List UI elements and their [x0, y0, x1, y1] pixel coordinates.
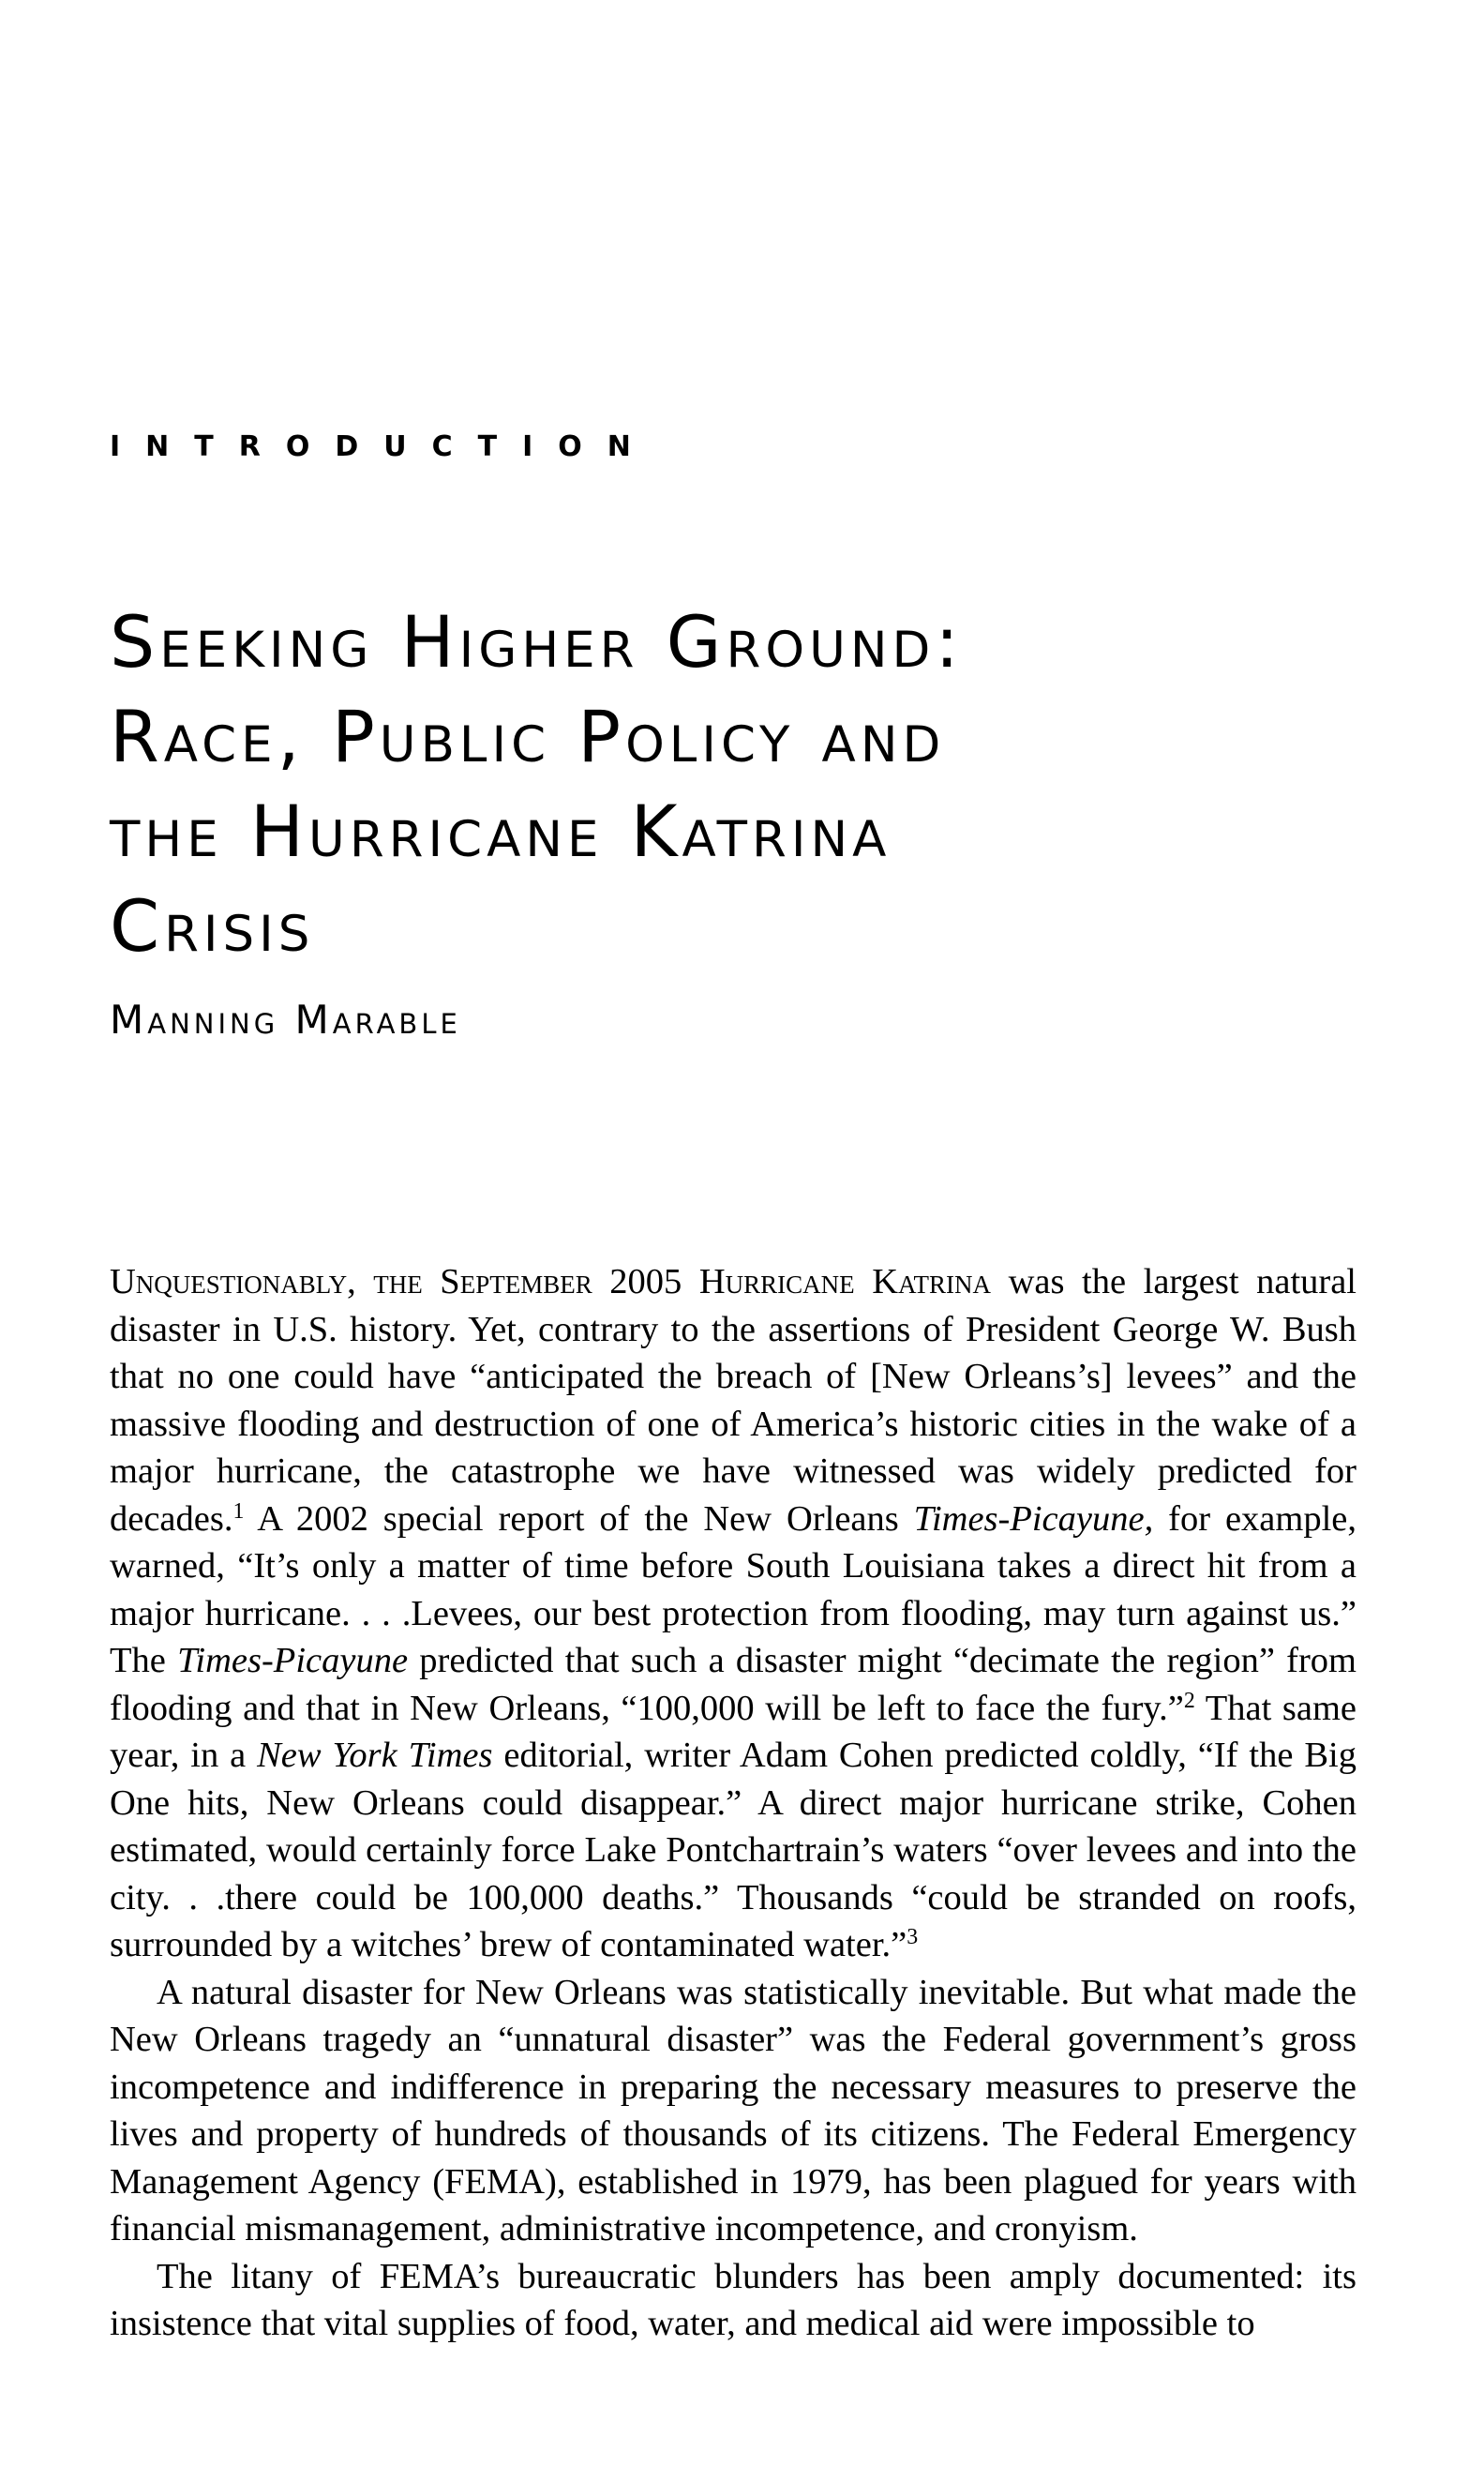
- chapter-title: [110, 594, 1403, 973]
- chapter-title-line: Crisis: [110, 884, 315, 968]
- text-run: editorial, writer Adam Cohen predicted coldly, “If the Big One hits, New Orleans could disappear.” A direct major hurricane strike, Cohen estimated, would certainly force Lake Pontchartrain’s waters “over levees and into the city. . .there could be 100,000 deaths.” Thousands “could be stranded on roofs, surrounded by a witches’ brew of contaminated water.”: [110, 1736, 1357, 1964]
- text-run: That same year, in a: [110, 1688, 1357, 1775]
- footnote-marker: 2: [1183, 1688, 1195, 1713]
- author-name: Manning Marable: [110, 997, 461, 1043]
- publication-title: Times-Picayune,: [913, 1498, 1154, 1539]
- footnote-marker: 1: [232, 1498, 245, 1524]
- text-run: was the largest natural disaster in U.S. history. Yet, contrary to the assertions of President George W. Bush that no one could have “anticipated the breach of [New Orleans’s] levees” and the massive flooding and destruction of one of America’s historic cities in the wake of a major hurricane, the catastrophe we have witnessed was widely predicted for decades.: [110, 1262, 1357, 1539]
- section-label: INTRODUCTION: [110, 430, 656, 463]
- chapter-title-line: Seeking Higher Ground:: [110, 600, 964, 684]
- body-text: [110, 1258, 1357, 2348]
- paragraph: [110, 1258, 1357, 1969]
- paragraph: A natural disaster for New Orleans was statistically inevitable. But what made the New Orleans tragedy an “unnatural disaster” was the Federal government’s gross incompetence and indifference in preparing the necessary measures to preserve the lives and property of hundreds of thousands of its citizens. The Federal Emergency Management Agency (FEMA), established in 1979, has been plagued for years with financial mismanagement, administrative incompetence, and cronyism.: [110, 1972, 1357, 2248]
- publication-title: New York Times: [257, 1736, 493, 1775]
- footnote-marker: 3: [907, 1924, 919, 1949]
- publication-title: Times-Picayune: [177, 1641, 409, 1680]
- chapter-title-line: the Hurricane Katrina: [110, 789, 892, 873]
- chapter-title-line: Race, Public Policy and: [110, 695, 946, 778]
- text-run: for example, warned, “It’s only a matter of time before South Louisiana takes a direct hit from a major hurricane. . . .Levees, our best protection from flooding, may turn against us.” The: [110, 1498, 1357, 1680]
- text-run: A 2002 special report of the New Orleans: [244, 1498, 914, 1539]
- text-run: predicted that such a disaster might “decimate the region” from flooding and that in New Orleans, “100,000 will be left to face the fury.”: [110, 1641, 1357, 1728]
- lead-in-small-caps: Unquestionably, the September 2005 Hurricane Katrina: [110, 1262, 992, 1301]
- paragraph: The litany of FEMA’s bureaucratic blunders has been amply documented: its insistence that vital supplies of food, water, and medical aid were impossible to: [110, 2256, 1357, 2343]
